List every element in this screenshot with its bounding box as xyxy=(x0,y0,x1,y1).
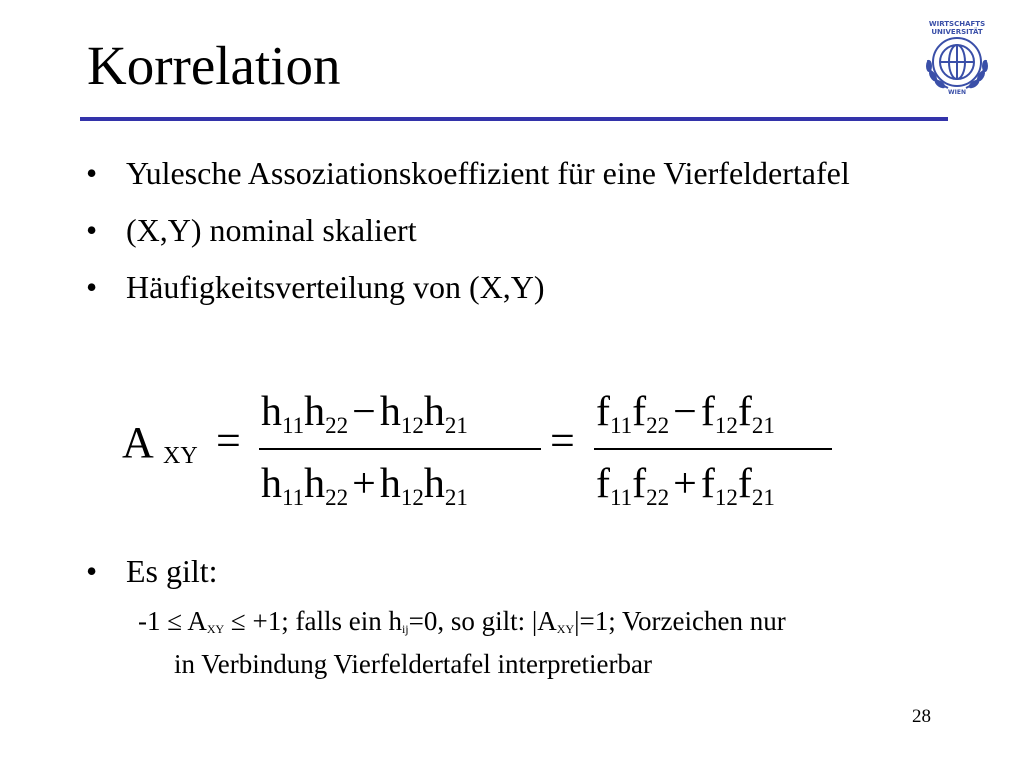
condition-part-1: -1 ≤ A xyxy=(138,606,207,636)
bullet-item-1 xyxy=(86,154,946,193)
formula-lhs: A xyxy=(122,418,154,467)
formula-index: 12 xyxy=(400,485,424,510)
formula-variable: f xyxy=(596,389,610,435)
page-number: 28 xyxy=(912,706,931,727)
formula-variable: f xyxy=(700,389,715,435)
formula-index: 11 xyxy=(282,413,305,438)
condition-part-2: ≤ +1; falls ein h xyxy=(224,606,402,636)
condition-part-3: =0, so gilt: |A xyxy=(408,606,557,636)
fraction-2-bar xyxy=(594,448,832,450)
condition-text xyxy=(138,604,968,682)
condition-sub-3: XY xyxy=(556,622,575,636)
bullet-item-4 xyxy=(86,552,946,609)
logo-text-mid: UNIVERSITÄT xyxy=(931,28,983,36)
formula-variable: h xyxy=(261,461,282,507)
formula-variable: f xyxy=(737,461,752,507)
formula-variable: h xyxy=(261,389,282,435)
bullet-item-2 xyxy=(86,211,946,250)
formula-index: 21 xyxy=(751,413,775,438)
fraction-2-denominator xyxy=(596,460,775,508)
bullet-text: (X,Y) nominal skaliert xyxy=(126,212,417,248)
yule-formula xyxy=(118,384,848,524)
logo-text-top: WIRTSCHAFTS xyxy=(928,20,986,28)
bullet-text: Häufigkeitsverteilung von (X,Y) xyxy=(126,269,545,305)
formula-variable: h xyxy=(379,461,401,507)
formula-index: 12 xyxy=(400,413,424,438)
formula-lhs-subscript: XY xyxy=(163,443,198,469)
formula-index: 11 xyxy=(610,413,633,438)
formula-index: 11 xyxy=(282,485,305,510)
bullet-text: Yulesche Assoziationskoeffizient für eine Vierfeldertafel xyxy=(126,155,850,191)
formula-index: 22 xyxy=(646,413,670,438)
university-logo-icon xyxy=(918,18,996,96)
logo-text-bottom: WIEN xyxy=(948,89,966,96)
fraction-1-numerator xyxy=(261,388,468,436)
formula-variable: f xyxy=(596,461,610,507)
formula-equals-1: = xyxy=(216,416,241,465)
fraction-1-bar xyxy=(259,448,541,450)
fraction-2-numerator xyxy=(596,388,775,436)
bullet-item-3 xyxy=(86,268,946,307)
formula-index: 21 xyxy=(751,485,775,510)
bullet-dot-icon: • xyxy=(86,553,98,589)
page-title: Korrelation xyxy=(87,35,341,96)
formula-operator: − xyxy=(352,389,376,435)
formula-index: 22 xyxy=(325,485,349,510)
bullet-list xyxy=(86,154,946,325)
bullet-text: Es gilt: xyxy=(126,553,218,589)
formula-operator: + xyxy=(673,461,697,507)
formula-index: 21 xyxy=(444,485,468,510)
formula-index: 12 xyxy=(714,485,738,510)
bullet-dot-icon: • xyxy=(86,269,98,305)
bullet-dot-icon: • xyxy=(86,155,98,191)
formula-operator: + xyxy=(352,461,376,507)
formula-variable: h xyxy=(423,461,445,507)
formula-variable: f xyxy=(700,461,715,507)
bullet-es-gilt xyxy=(86,552,946,591)
formula-operator: − xyxy=(673,389,697,435)
formula-variable: f xyxy=(632,389,647,435)
condition-line-2: in Verbindung Vierfeldertafel interpretierbar xyxy=(174,649,652,679)
formula-variable: h xyxy=(304,461,326,507)
formula-variable: h xyxy=(379,389,401,435)
condition-sub-2: ij xyxy=(401,622,409,636)
title-divider xyxy=(80,117,948,121)
formula-index: 11 xyxy=(610,485,633,510)
condition-part-4: |=1; Vorzeichen nur xyxy=(574,606,786,636)
fraction-1-denominator xyxy=(261,460,468,508)
formula-index: 21 xyxy=(444,413,468,438)
formula-equals-2: = xyxy=(550,416,575,465)
formula-index: 12 xyxy=(714,413,738,438)
formula-variable: h xyxy=(423,389,445,435)
formula-index: 22 xyxy=(646,485,670,510)
formula-variable: f xyxy=(737,389,752,435)
bullet-dot-icon: • xyxy=(86,212,98,248)
formula-variable: h xyxy=(304,389,326,435)
formula-index: 22 xyxy=(325,413,349,438)
condition-sub-1: XY xyxy=(206,622,225,636)
formula-variable: f xyxy=(632,461,647,507)
